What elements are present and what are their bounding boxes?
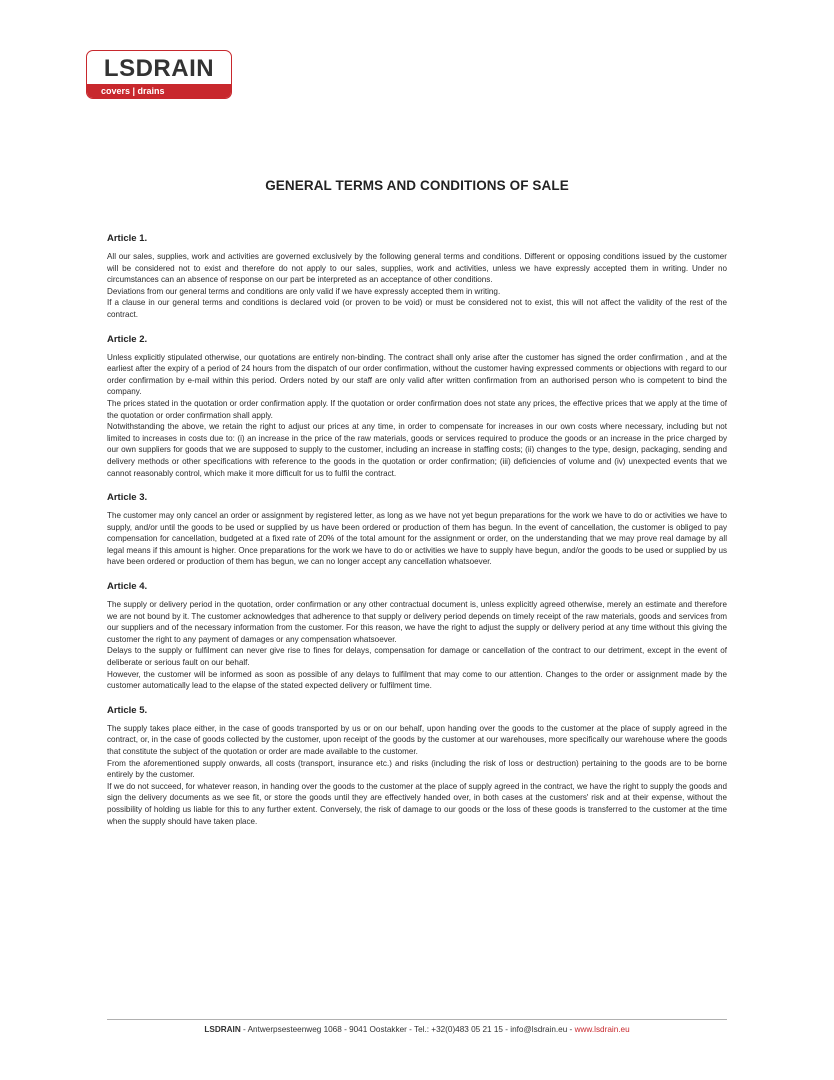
article-heading: Article 2.	[107, 333, 148, 345]
footer-brand: LSDRAIN	[204, 1025, 241, 1034]
article-heading: Article 3.	[107, 492, 148, 504]
article-paragraph: The supply takes place either, in the case of goods transported by us or on our behalf, upon handing over the goods to the customer at the place of supply agreed in the contract, or, in the case of goods collected by the customer, upon receipt of the goods by the customer at our warehouses, more specifically our warehouse where the goods that constitute the subject of the quotation or order are made available to the customer.	[107, 723, 727, 756]
article-1	[107, 233, 727, 321]
footer-contact-details: - Antwerpsesteenweg 1068 - 9041 Oostakker - Tel.: +32(0)483 05 21 15 - info@lsdrain.eu -	[240, 1025, 575, 1034]
article-paragraph: The supply or delivery period in the quotation, order confirmation or any other contractual document is, unless explicitly agreed otherwise, merely an estimate and therefore we are not bound by it. The customer acknowledges that adherence to that supply or delivery period depends on timely receipt of the raw materials, goods and services from our suppliers and of the necessary information from the customer. For this reason, we have the right to adjust the supply or delivery period at any time without this giving the customer the right to any payment of damages or any compensation whatsoever.	[107, 600, 727, 644]
article-paragraph: Deviations from our general terms and conditions are only valid if we have expressly accepted them in writing.	[107, 286, 501, 296]
article-3	[107, 492, 727, 568]
article-paragraph: However, the customer will be informed as soon as possible of any delays to fulfilment that may come to our attention. Changes to the order or assignment made by the customer automatically lead to the elapse of the stated expected delivery or fulfilment time.	[107, 669, 727, 691]
article-paragraph: If we do not succeed, for whatever reason, in handing over the goods to the customer at the place of supply agreed in the contract, we have the right to supply the goods and sign the delivery documents as we see fit, or store the goods until they are effectively handed over, in both cases at the customers' risk and at their expense, without the possibility of holding us liable for this to any further extent. Conversely, the risk of damage to our goods or the loss of these goods is transferred to the customer at the time when the supply should have taken place.	[107, 781, 727, 826]
article-5	[107, 705, 727, 827]
page-footer	[0, 1025, 834, 1034]
logo-wordmark: LSDRAIN	[103, 55, 215, 82]
article-heading: Article 5.	[107, 704, 148, 716]
document-title: GENERAL TERMS AND CONDITIONS OF SALE	[265, 178, 569, 193]
article-paragraph: From the aforementioned supply onwards, all costs (transport, insurance etc.) and risks (including the risk of loss or destruction) pertaining to the goods are to be borne entirely by the customer.	[107, 758, 727, 780]
document-body	[107, 233, 727, 840]
article-2	[107, 334, 727, 480]
footer-divider	[107, 1019, 727, 1020]
logo-tagline: covers | drains	[87, 84, 231, 98]
article-paragraph: If a clause in our general terms and conditions is declared void (or proven to be void) or must be considered not to exist, this will not affect the validity of the rest of the contract.	[107, 298, 727, 319]
article-4	[107, 581, 727, 692]
company-logo	[86, 50, 232, 99]
footer-website-link[interactable]: www.lsdrain.eu	[574, 1025, 630, 1034]
article-paragraph: Delays to the supply or fulfilment can never give rise to fines for delays, compensation for damage or cancellation of the contract to our detriment, except in the event of deliberate or serious fault on our behalf.	[107, 646, 727, 668]
article-heading: Article 1.	[107, 233, 148, 244]
article-paragraph: The customer may only cancel an order or assignment by registered letter, as long as we have not yet begun preparations for the work we have to do or activities we have to supply, and/or until the goods to be used or supplied by us have been ordered or production of them has begun. In the event of cancellation, the customer is obliged to pay compensation for cancellation, budgeted at a fixed rate of 20% of the total amount for the assignment or order, on the understanding that we may prove real damage by all legal means if this amount is higher. Once preparations for the work we have to do or activities we have to supply have begun, and/or the goods to be used or supplied by us have been ordered or production of them has begun, we can no longer accept any cancellation whatsoever.	[107, 511, 727, 567]
article-heading: Article 4.	[107, 581, 148, 593]
article-paragraph: The prices stated in the quotation or order confirmation apply. If the quotation or order confirmation does not state any prices, the effective prices that we apply at the time of the quotation or order confirmation shall apply.	[107, 398, 727, 420]
article-paragraph: All our sales, supplies, work and activities are governed exclusively by the following general terms and conditions. Different or opposing conditions issued by the customer will be considered not to exist and therefore do not apply to our sales, supplies, work and activities, unless we have expressly accepted them in writing. Under no circumstances can an absence of response on our part be interpreted as an acceptance of other conditions.	[107, 252, 727, 285]
article-paragraph: Notwithstanding the above, we retain the right to adjust our prices at any time, in order to compensate for increases in our own costs where necessary, including but not limited to increases in costs due to: (i) an increase in the price of the raw materials, goods or services required to produce the goods or an increase in the price charged by our own suppliers for goods that we are supposed to supply to the customer, including an increase in staffing costs; (ii) changes to the type, design, packaging, sending and delivery methods or other specifications with reference to the goods in the quotation or order confirmation; (iii) deficiencies of volume and (iv) unexpected events that we cannot reasonably control, which make it more difficult for us to fulfil the contract.	[107, 422, 727, 478]
article-paragraph: Unless explicitly stipulated otherwise, our quotations are entirely non-binding. The contract shall only arise after the customer has signed the order confirmation , and at the earliest after the expiry of a period of 24 hours from the dispatch of our order confirmation, without the customer having expressed comments or objections with regard to our order confirmation by e-mail within this period. Orders noted by our staff are only valid after written confirmation from an authorised person who is competent to bind the company.	[107, 352, 727, 397]
